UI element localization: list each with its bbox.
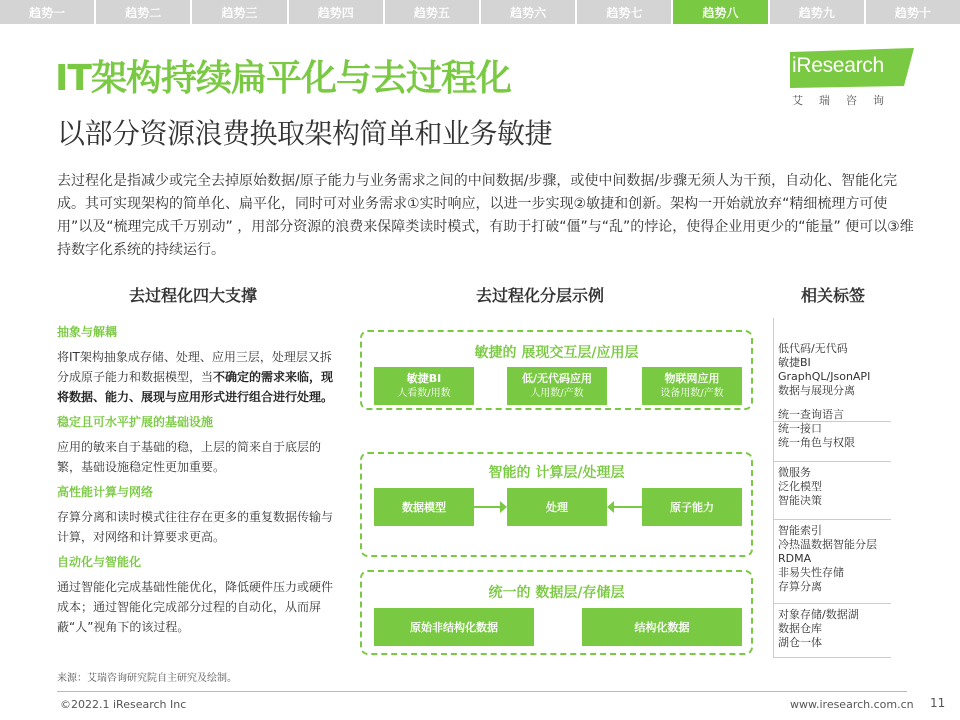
arrow-left-icon: [607, 498, 642, 516]
tab-trend-10[interactable]: 趋势十: [866, 0, 960, 24]
intro-paragraph: 去过程化是指减少或完全去掉原始数据/原子能力与业务需求之间的中间数据/步骤，或使中间数据/步骤无须人为干预，自动化、智能化完成。其可实现架构的简单化、扁平化，同时可对业务需求①实时响应，以进一步实现②敏捷和创新。架构一开始就放弃“精细梳理方可使用”以及“梳理完成千万别动” ，用部分资源的浪费来保障类读时模式，有助于打破“僵”与“乱”的悖论，使得企业用更少的“能量” 便可以③维持数字化系统的持续运行。: [57, 173, 914, 258]
iresearch-logo: [790, 48, 920, 110]
website-link[interactable]: www.iresearch.com.cn: [790, 698, 914, 711]
tab-trend-2[interactable]: 趋势二: [96, 0, 190, 24]
tag-item: 泛化模型: [778, 480, 822, 493]
trend-tab-bar: [0, 0, 960, 24]
unstructured-data-box: 原始非结构化数据: [374, 608, 534, 646]
tag-group: [774, 466, 891, 520]
tag-item: 统一接口: [778, 422, 822, 435]
tag-item: RDMA: [778, 552, 812, 565]
footer-divider: [57, 691, 907, 692]
tab-trend-3[interactable]: 趋势三: [192, 0, 286, 24]
middle-column-header: 去过程化分层示例: [476, 286, 605, 305]
tab-trend-5[interactable]: 趋势五: [385, 0, 479, 24]
pillars-list: [57, 323, 342, 643]
left-column-header: 去过程化四大支撑: [129, 286, 258, 305]
agile-bi-box: 敏捷BI 人看数/用数: [374, 367, 474, 405]
pillar-title: 稳定且可水平扩展的基础设施: [57, 415, 214, 429]
tag-item: GraphQL/JsonAPI: [778, 370, 871, 383]
tag-group: [774, 608, 891, 658]
structured-data-box: 结构化数据: [582, 608, 742, 646]
source-note: 来源：艾瑞咨询研究院自主研究及绘制。: [57, 673, 237, 684]
pillar-title: 抽象与解耦: [57, 325, 118, 339]
tag-item: 低代码/无代码: [778, 342, 848, 355]
tag-item: 冷热温数据智能分层: [778, 538, 877, 551]
pillar-title: 自动化与智能化: [57, 555, 142, 569]
tag-item: 数据仓库: [778, 622, 822, 635]
page-number: 11: [930, 696, 946, 710]
tag-group: [774, 524, 891, 604]
tag-item: 智能决策: [778, 494, 822, 507]
tag-item: 湖仓一体: [778, 636, 822, 649]
tab-trend-6[interactable]: 趋势六: [481, 0, 575, 24]
related-tags-column: [773, 318, 890, 658]
tag-item: 数据与展现分离: [778, 384, 855, 397]
presentation-layer: [360, 330, 753, 410]
tag-item: 敏捷BI: [778, 356, 811, 369]
tag-group: [774, 408, 891, 462]
tag-item: 对象存储/数据湖: [778, 608, 859, 621]
logo-chinese-name: 艾瑞咨询: [792, 94, 900, 107]
page-subtitle: 以部分资源浪费换取架构简单和业务敏捷: [57, 117, 553, 150]
logo-text: iResearch: [792, 54, 884, 77]
storage-layer: [360, 570, 753, 655]
pillar-text: 将IT架构抽象成存储、处理、应用三层，处理层又拆分成原子能力和数据模型，当不确定的需求来临，现将数据、能力、展现与应用形式进行组合进行处理。: [57, 350, 334, 404]
tab-trend-8[interactable]: 趋势八: [673, 0, 767, 24]
tab-trend-9[interactable]: 趋势九: [770, 0, 864, 24]
data-model-box: 数据模型: [374, 488, 474, 526]
pillar-text: 存算分离和读时模式往往存在更多的重复数据传输与计算，对网络和计算要求更高。: [57, 510, 334, 544]
copyright: ©2022.1 iResearch Inc: [60, 698, 187, 711]
right-column-header: 相关标签: [801, 286, 866, 305]
layer-title: 敏捷的 展现交互层/应用层: [474, 345, 639, 361]
layer-title: 统一的 数据层/存储层: [488, 585, 625, 601]
tab-trend-7[interactable]: 趋势七: [577, 0, 671, 24]
tab-trend-1[interactable]: 趋势一: [0, 0, 94, 24]
page-title: IT架构持续扁平化与去过程化: [55, 58, 511, 99]
tag-item: 存算分离: [778, 580, 822, 593]
compute-layer: [360, 452, 753, 557]
atomic-capability-box: 原子能力: [642, 488, 742, 526]
tag-item: 智能索引: [778, 524, 822, 537]
layer-title: 智能的 计算层/处理层: [488, 465, 625, 481]
tag-item: 微服务: [778, 466, 811, 479]
pillar-text: 应用的敏来自于基础的稳，上层的简来自于底层的繁，基础设施稳定性更加重要。: [57, 440, 322, 474]
iot-app-box: 物联网应用 设备用数/产数: [642, 367, 742, 405]
tab-trend-4[interactable]: 趋势四: [289, 0, 383, 24]
processing-box: 处理: [507, 488, 607, 526]
arrow-right-icon: [474, 498, 507, 516]
pillar-title: 高性能计算与网络: [57, 485, 154, 499]
tag-item: 非易失性存储: [778, 566, 844, 579]
tag-item: 统一查询语言: [778, 408, 844, 421]
low-code-app-box: 低/无代码应用 人用数/产数: [507, 367, 607, 405]
pillar-text: 通过智能化完成基础性能优化，降低硬件压力或硬件成本；通过智能化完成部分过程的自动化，从而屏蔽“人”视角下的该过程。: [57, 580, 334, 634]
tag-item: 统一角色与权限: [778, 436, 855, 449]
